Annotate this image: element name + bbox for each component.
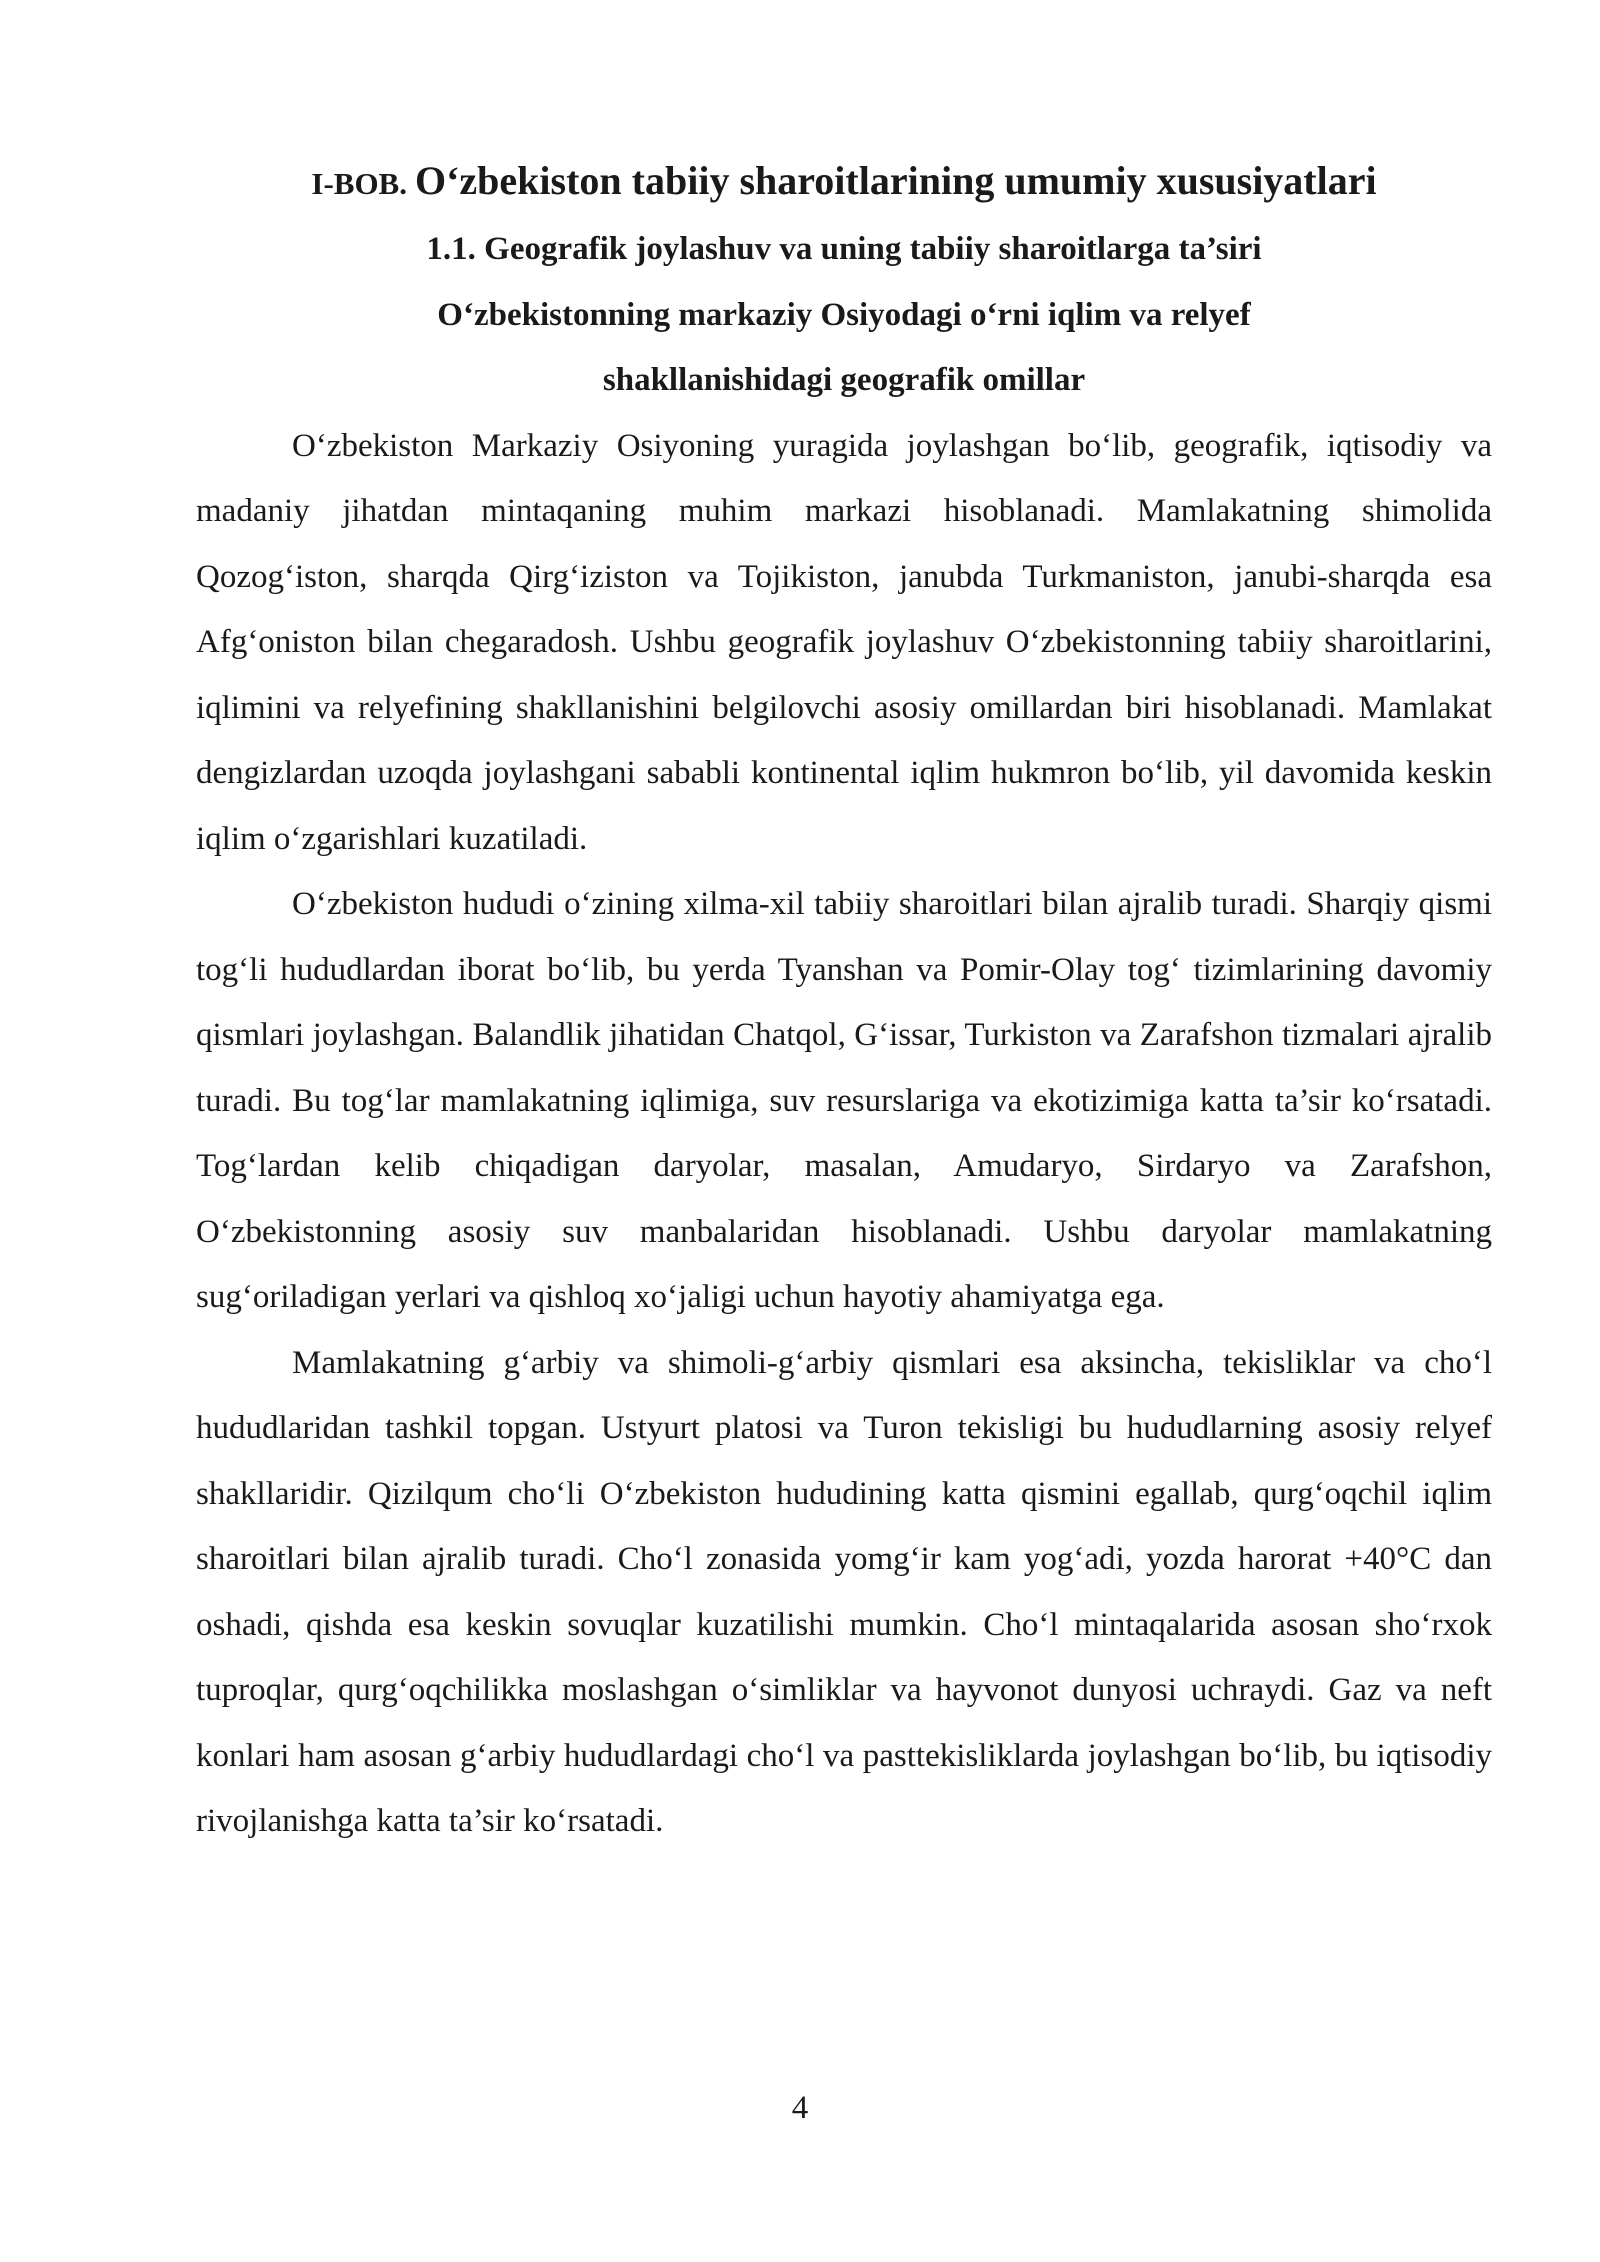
chapter-title [196,148,1492,217]
body-paragraph: O‘zbekiston Markaziy Osiyoning yuragida joylashgan bo‘lib, geografik, iqtisodiy va madaniy jihatdan mintaqaning muhim markazi hisoblanadi. Mamlakatning shimolida Qozog‘iston, sharqda Qirg‘iziston va Tojikiston, janubda Turkmaniston, janubi-sharqda esa Afg‘oniston bilan chegaradosh. Ushbu geografik joylashuv O‘zbekistonning tabiiy sharoitlarini, iqlimini va relyefining shakllanishini belgilovchi asosiy omillardan biri hisoblanadi. Mamlakat dengizlardan uzoqda joylashgani sababli kontinental iqlim hukmron bo‘lib, yil davomida keskin iqlim o‘zgarishlari kuzatiladi. [196,427,1492,857]
body-paragraph: O‘zbekiston hududi o‘zining xilma-xil tabiiy sharoitlari bilan ajralib turadi. Sharqiy qismi tog‘li hududlardan iborat bo‘lib, bu yerda Tyanshan va Pomir-Olay tog‘ tizimlarining davomiy qismlari joylashgan. Balandlik jihatidan Chatqol, G‘issar, Turkiston va Zarafshon tizmalari ajralib turadi. Bu tog‘lar mamlakatning iqlimiga, suv resurslariga va ekotizimiga katta ta’sir ko‘rsatadi. Tog‘lardan kelib chiqadigan daryolar, masalan, Amudaryo, Sirdaryo va Zarafshon, O‘zbekistonning asosiy suv manbalaridan hisoblanadi. Ushbu daryolar mamlakatning sug‘oriladigan yerlari va qishloq xo‘jaligi uchun hayotiy ahamiyatga ega. [196,886,1492,1315]
section-heading: 1.1. Geografik joylashuv va uning tabiiy sharoitlarga ta’siri [426,231,1262,267]
chapter-prefix: I-BOB. [311,166,407,201]
subsection-heading-line2: shakllanishidagi geografik omillar [602,362,1086,398]
chapter-title-text: O‘zbekiston tabiiy sharoitlarining umumiy xususiyatlari [414,158,1377,203]
body-paragraph: Mamlakatning g‘arbiy va shimoli-g‘arbiy qismlari esa aksincha, tekisliklar va cho‘l hududlaridan tashkil topgan. Ustyurt platosi va Turon tekisligi bu hududlarning asosiy relyef shakllaridir. Qizilqum cho‘li O‘zbekiston hududining katta qismini egallab, qurg‘oqchil iqlim sharoitlari bilan ajralib turadi. Cho‘l zonasida yomg‘ir kam yog‘adi, yozda harorat +40°C dan oshadi, qishda esa keskin sovuqlar kuzatilishi mumkin. Cho‘l mintaqalarida asosan sho‘rxok tuproqlar, qurg‘oqchilikka moslashgan o‘simliklar va hayvonot dunyosi uchraydi. Gaz va neft konlari ham asosan g‘arbiy hududlardagi cho‘l va pasttekisliklarda joylashgan bo‘lib, bu iqtisodiy rivojlanishga katta ta’sir ko‘rsatadi. [196,1344,1492,1839]
subsection-heading-line1: O‘zbekistonning markaziy Osiyodagi o‘rni iqlim va relyef [437,296,1251,333]
document-page [196,148,1492,1855]
page-number: 4 [791,2090,809,2126]
